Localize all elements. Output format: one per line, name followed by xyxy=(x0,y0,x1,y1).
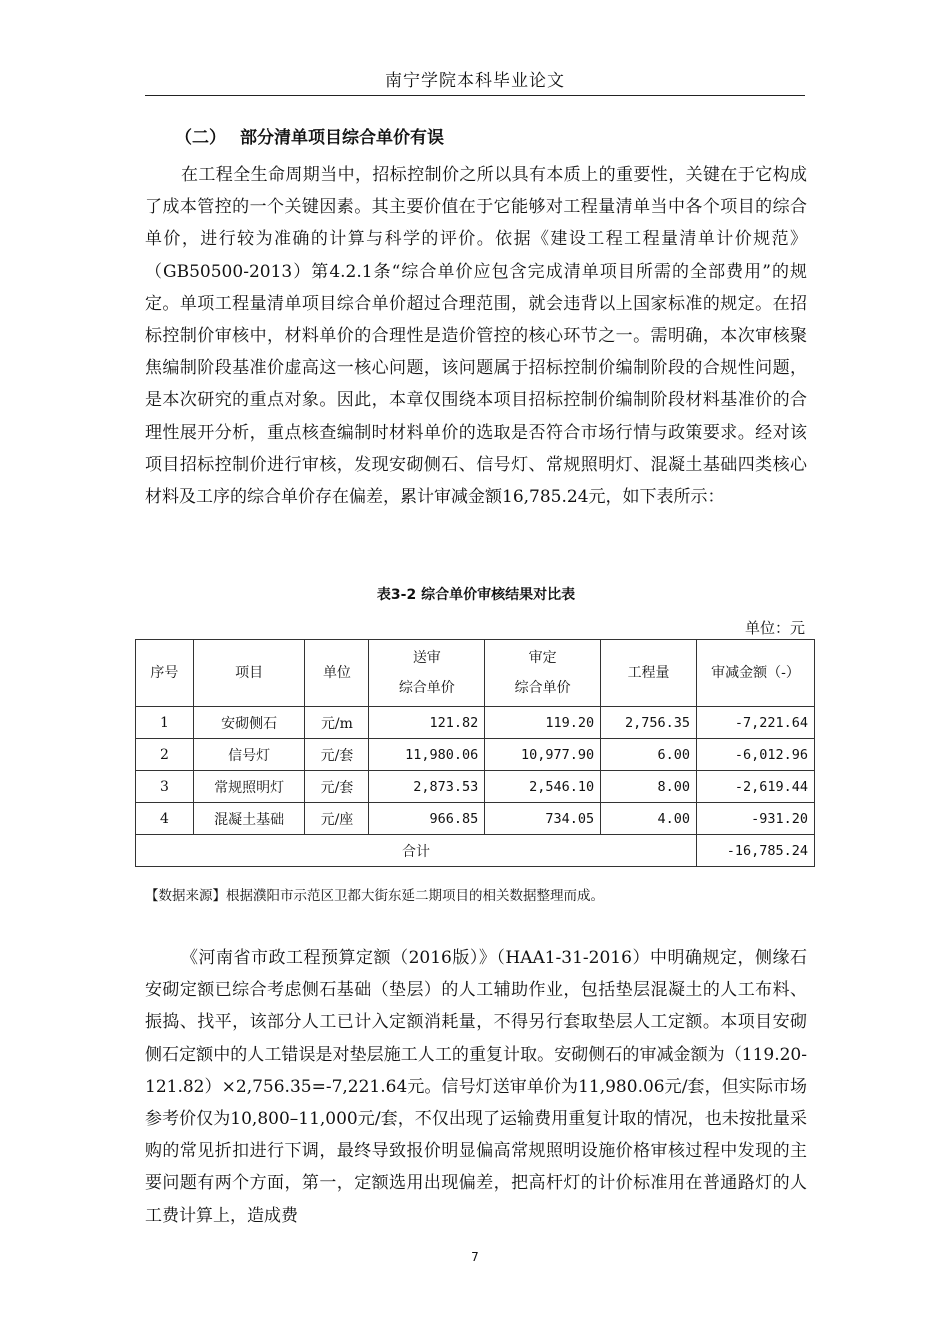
price-review-table xyxy=(135,639,815,867)
header-submitted-price xyxy=(369,640,485,707)
row-unit: 元/套 xyxy=(305,771,369,803)
section-number: （二） xyxy=(175,128,226,148)
row-item: 信号灯 xyxy=(193,739,305,771)
table-row xyxy=(136,771,815,803)
row-reduction: -931.20 xyxy=(697,803,815,835)
row-reduction: -2,619.44 xyxy=(697,771,815,803)
section-title: 部分清单项目综合单价有误 xyxy=(240,128,444,148)
table-header-row xyxy=(136,640,815,707)
row-unit: 元/m xyxy=(305,707,369,739)
row-item: 安砌侧石 xyxy=(193,707,305,739)
table-row xyxy=(136,803,815,835)
header-item: 项目 xyxy=(193,640,305,707)
body-paragraph-1: 在工程全生命周期当中，招标控制价之所以具有本质上的重要性，关键在于它构成了成本管控的一个关键因素。其主要价值在于它能够对工程量清单当中各个项目的综合单价，进行较为准确的计算与科学的评价。依据《建设工程工程量清单计价规范》（GB50500-2013）第4.2.1条“综合单价应包含完成清单项目所需的全部费用”的规定。单项工程量清单项目综合单价超过合理范围，就会违背以上国家标准的规定。在招标控制价审核中，材料单价的合理性是造价管控的核心环节之一。需明确，本次审核聚焦编制阶段基准价虚高这一核心问题，该问题属于招标控制价编制阶段的合规性问题，是本次研究的重点对象。因此，本章仅围绕本项目招标控制价编制阶段材料基准价的合理性展开分析，重点核查编制时材料单价的选取是否符合市场行情与政策要求。经对该项目招标控制价进行审核，发现安砌侧石、信号灯、常规照明灯、混凝土基础四类核心材料及工序的综合单价存在偏差，累计审减金额16,785.24元，如下表所示： xyxy=(145,165,807,508)
row-submitted-price: 121.82 xyxy=(369,707,485,739)
table-total-row xyxy=(136,835,815,867)
header-submitted-line2: 综合单价 xyxy=(398,680,455,696)
row-reduction: -7,221.64 xyxy=(697,707,815,739)
total-value: -16,785.24 xyxy=(697,835,815,867)
row-quantity: 2,756.35 xyxy=(601,707,697,739)
table-row xyxy=(136,739,815,771)
section-heading xyxy=(175,123,444,148)
row-approved-price: 10,977.90 xyxy=(485,739,601,771)
row-index: 1 xyxy=(136,707,194,739)
table-unit-note: 单位：元 xyxy=(744,619,805,637)
page-number: 7 xyxy=(471,1250,479,1264)
row-approved-price: 119.20 xyxy=(485,707,601,739)
row-index: 4 xyxy=(136,803,194,835)
header-unit: 单位 xyxy=(305,640,369,707)
header-submitted-line1: 送审 xyxy=(412,650,441,666)
row-item: 混凝土基础 xyxy=(193,803,305,835)
row-index: 3 xyxy=(136,771,194,803)
table-row xyxy=(136,707,815,739)
table-source-note: 【数据来源】根据濮阳市示范区卫都大街东延二期项目的相关数据整理而成。 xyxy=(145,888,604,904)
body-paragraph-2: 《河南省市政工程预算定额（2016版）》（HAA1-31-2016）中明确规定，侧缘石安砌定额已综合考虑侧石基础（垫层）的人工辅助作业，包括垫层混凝土的人工布料、振捣、找平，该部分人工已计入定额消耗量，不得另行套取垫层人工定额。本项目安砌侧石定额中的人工错误是对垫层施工人工的重复计取。安砌侧石的审减金额为（119.20-121.82）×2,756.35=-7,221.64元。信号灯送审单价为11,980.06元/套，但实际市场参考价仅为10,800–11,000元/套，不仅出现了运输费用重复计取的情况，也未按批量采购的常见折扣进行下调，最终导致报价明显偏高常规照明设施价格审核过程中发现的主要问题有两个方面，第一，定额选用出现偏差，把高杆灯的计价标准用在普通路灯的人工费计算上，造成费 xyxy=(145,948,807,1226)
row-unit: 元/座 xyxy=(305,803,369,835)
page-header: 南宁学院本科毕业论文 xyxy=(385,71,565,91)
row-item: 常规照明灯 xyxy=(193,771,305,803)
row-quantity: 6.00 xyxy=(601,739,697,771)
row-approved-price: 734.05 xyxy=(485,803,601,835)
row-reduction: -6,012.96 xyxy=(697,739,815,771)
row-submitted-price: 966.85 xyxy=(369,803,485,835)
header-approved-price xyxy=(485,640,601,707)
header-approved-line1: 审定 xyxy=(528,650,557,666)
row-submitted-price: 11,980.06 xyxy=(369,739,485,771)
table-caption: 表3-2 综合单价审核结果对比表 xyxy=(376,587,576,603)
row-unit: 元/套 xyxy=(305,739,369,771)
header-divider xyxy=(145,95,805,96)
row-submitted-price: 2,873.53 xyxy=(369,771,485,803)
row-quantity: 8.00 xyxy=(601,771,697,803)
row-approved-price: 2,546.10 xyxy=(485,771,601,803)
row-index: 2 xyxy=(136,739,194,771)
header-index: 序号 xyxy=(136,640,194,707)
header-approved-line2: 综合单价 xyxy=(514,680,571,696)
header-quantity: 工程量 xyxy=(601,640,697,707)
total-label: 合计 xyxy=(136,835,697,867)
header-reduction: 审减金额（-） xyxy=(697,640,815,707)
row-quantity: 4.00 xyxy=(601,803,697,835)
